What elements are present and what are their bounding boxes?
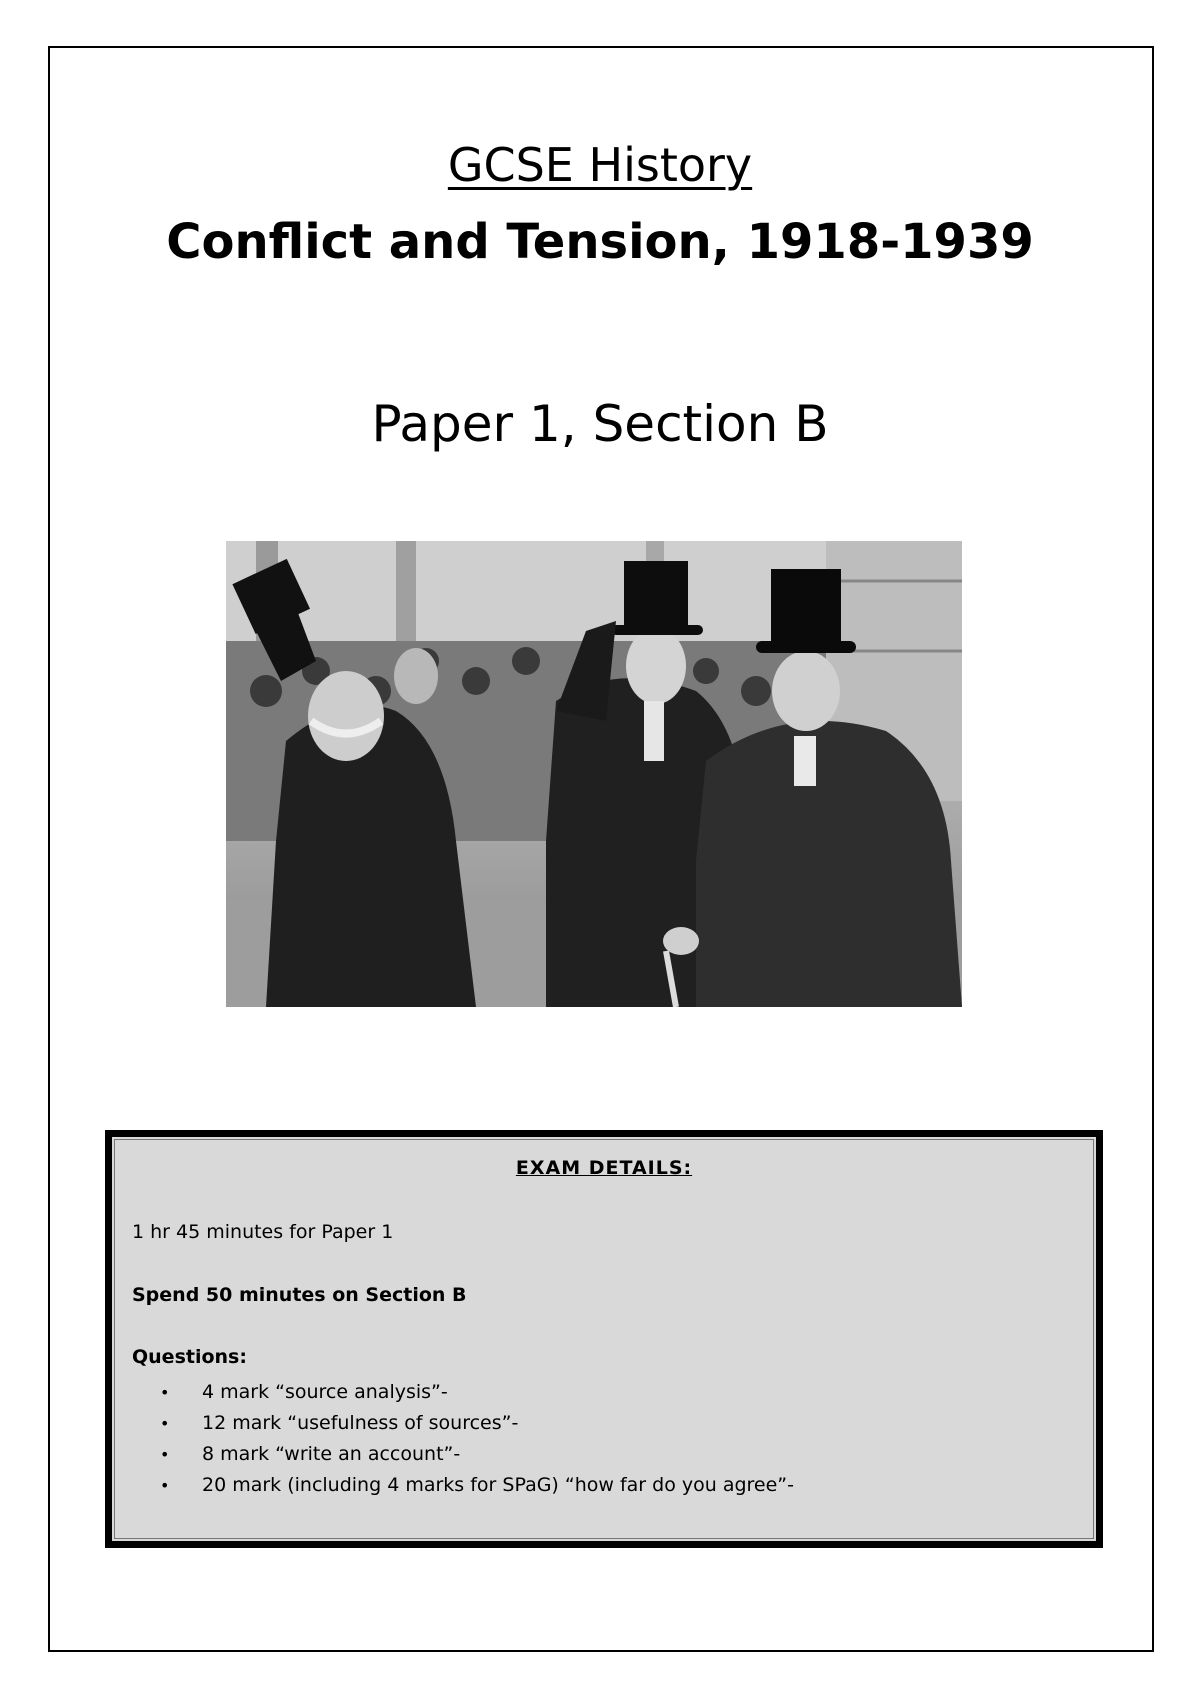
bullet-icon: • bbox=[160, 1383, 170, 1402]
exam-details-box bbox=[105, 1130, 1103, 1548]
page-title: GCSE History bbox=[447, 138, 753, 192]
black-and-white-photo-icon bbox=[226, 541, 962, 1007]
questions-label: Questions: bbox=[132, 1346, 247, 1368]
list-item bbox=[160, 1408, 794, 1439]
list-item bbox=[160, 1377, 794, 1408]
question-text: 20 mark (including 4 marks for SPaG) “how far do you agree”- bbox=[202, 1474, 795, 1496]
paper-subtitle: Paper 1, Section B bbox=[371, 395, 829, 453]
list-item bbox=[160, 1470, 794, 1501]
question-text: 8 mark “write an account”- bbox=[202, 1443, 461, 1465]
section-time: Spend 50 minutes on Section B bbox=[132, 1284, 467, 1306]
bullet-icon: • bbox=[160, 1445, 170, 1464]
question-text: 12 mark “usefulness of sources”- bbox=[202, 1412, 519, 1434]
bullet-icon: • bbox=[160, 1414, 170, 1433]
bullet-icon: • bbox=[160, 1476, 170, 1495]
question-text: 4 mark “source analysis”- bbox=[202, 1381, 448, 1403]
questions-list bbox=[160, 1377, 794, 1501]
historical-photo bbox=[226, 541, 962, 1007]
paper-duration: 1 hr 45 minutes for Paper 1 bbox=[132, 1221, 394, 1243]
exam-details-heading: EXAM DETAILS: bbox=[515, 1157, 693, 1179]
unit-title: Conflict and Tension, 1918-1939 bbox=[166, 214, 1034, 270]
list-item bbox=[160, 1439, 794, 1470]
